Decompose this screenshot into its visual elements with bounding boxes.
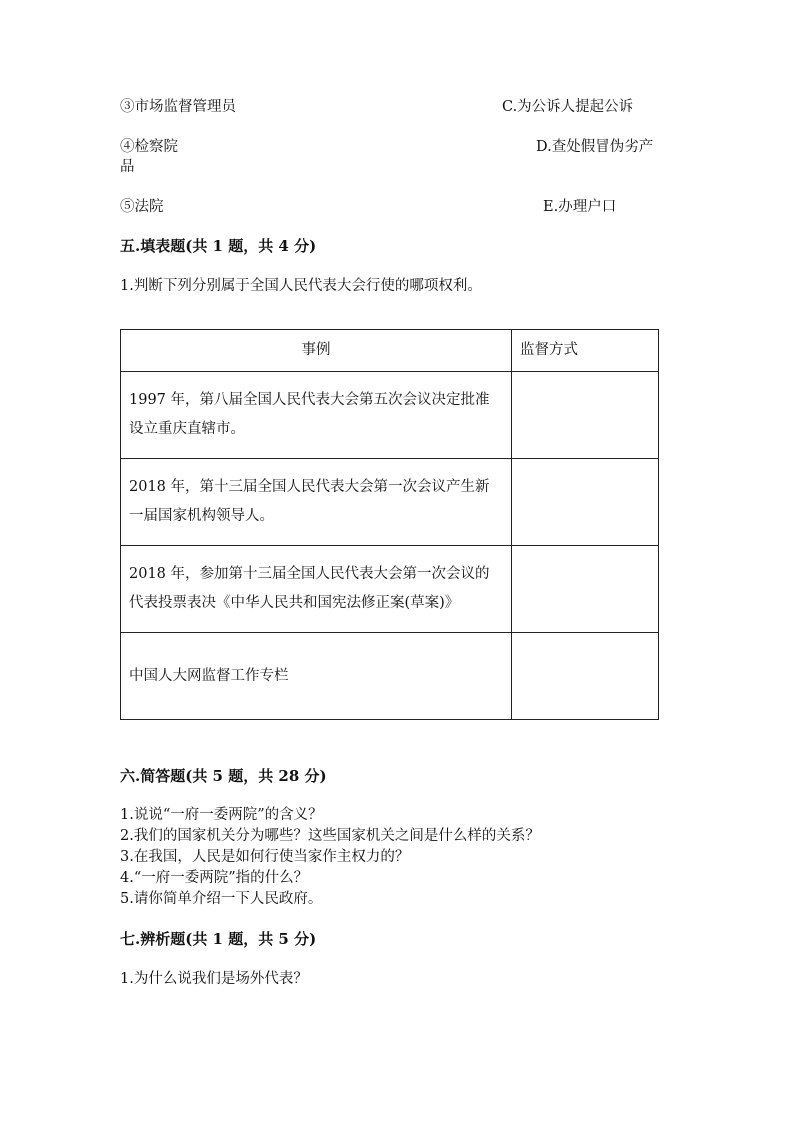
match-right-e: E.办理户口 [543, 199, 617, 215]
list-item: 2.我们的国家机关分为哪些？这些国家机关之间是什么样的关系？ [120, 828, 540, 844]
cell-example: 中国人大网监督工作专栏 [121, 633, 512, 720]
header-method: 监督方式 [512, 330, 659, 372]
section7-heading: 七.辨析题(共 1 题，共 5 分) [120, 930, 317, 948]
match-left-3: ③市场监督管理员 [120, 99, 236, 115]
cell-example: 2018 年，参加第十三届全国人民代表大会第一次会议的代表投票表决《中华人民共和国宪法修正案(草案)》 [121, 546, 512, 633]
list-item: 3.在我国，人民是如何行使当家作主权力的？ [120, 849, 410, 865]
cell-example: 2018 年，第十三届全国人民代表大会第一次会议产生新一届国家机构领导人。 [121, 459, 512, 546]
section7-question: 1.为什么说我们是场外代表？ [120, 971, 308, 987]
match-right-d-wrap: 品 [120, 159, 135, 175]
match-right-d: D.查处假冒伪劣产 [536, 139, 654, 155]
table-row [121, 459, 659, 546]
header-example: 事例 [121, 330, 512, 372]
list-item: 1.说说“一府一委两院”的含义？ [120, 807, 323, 823]
table-header-row [121, 330, 659, 372]
cell-example: 1997 年，第八届全国人民代表大会第五次会议决定批准设立重庆直辖市。 [121, 372, 512, 459]
match-right-c: C.为公诉人提起公诉 [502, 99, 634, 115]
match-left-4: ④检察院 [120, 139, 178, 155]
events-table [120, 329, 659, 720]
table-row [121, 372, 659, 459]
section6-heading: 六.简答题(共 5 题，共 28 分) [120, 767, 327, 785]
table-row [121, 546, 659, 633]
cell-answer[interactable] [512, 633, 659, 720]
section5-question: 1.判断下列分别属于全国人民代表大会行使的哪项权利。 [120, 278, 482, 294]
section5-heading: 五.填表题(共 1 题，共 4 分) [120, 237, 317, 255]
match-left-5: ⑤法院 [120, 199, 164, 215]
list-item: 5.请你简单介绍一下人民政府。 [120, 891, 323, 907]
cell-answer[interactable] [512, 546, 659, 633]
list-item: 4.“一府一委两院”指的什么？ [120, 870, 309, 886]
cell-answer[interactable] [512, 459, 659, 546]
cell-answer[interactable] [512, 372, 659, 459]
table-row [121, 633, 659, 720]
